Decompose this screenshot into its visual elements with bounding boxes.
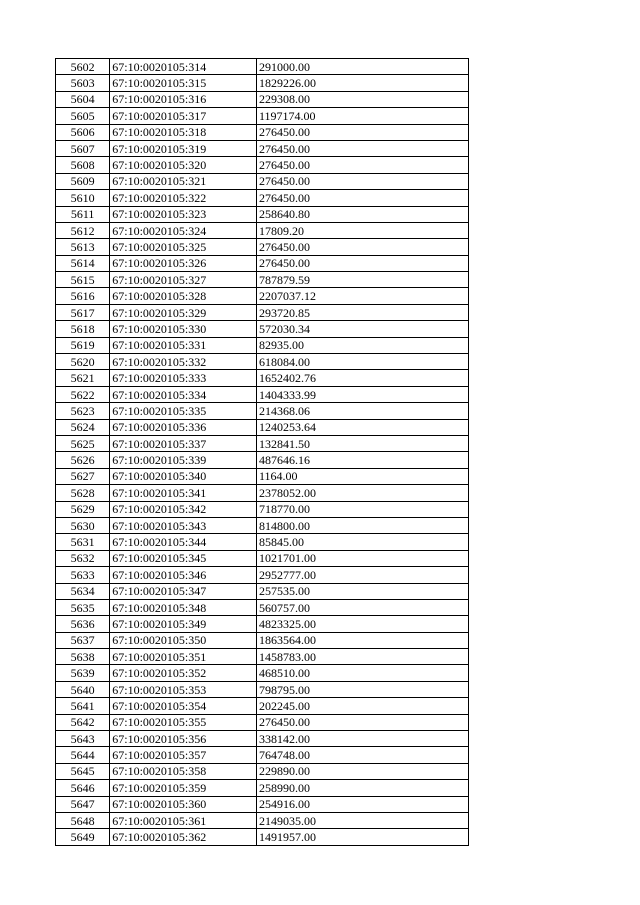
table-row	[56, 517, 469, 533]
table-row	[56, 190, 469, 206]
cadastral-number-cell: 67:10:0020105:355	[110, 714, 257, 730]
table-row	[56, 780, 469, 796]
table-row	[56, 337, 469, 353]
cadastral-value-cell: 214368.06	[256, 403, 468, 419]
row-number-cell: 5616	[56, 288, 110, 304]
cadastral-number-cell: 67:10:0020105:346	[110, 567, 257, 583]
cadastral-number-cell: 67:10:0020105:335	[110, 403, 257, 419]
cadastral-value-cell: 1197174.00	[256, 108, 468, 124]
row-number-cell: 5634	[56, 583, 110, 599]
row-number-cell: 5643	[56, 731, 110, 747]
row-number-cell: 5630	[56, 517, 110, 533]
cadastral-number-cell: 67:10:0020105:332	[110, 354, 257, 370]
row-number-cell: 5617	[56, 304, 110, 320]
table-row	[56, 91, 469, 107]
table-row	[56, 796, 469, 812]
cadastral-value-cell: 4823325.00	[256, 616, 468, 632]
cadastral-value-cell: 787879.59	[256, 272, 468, 288]
cadastral-number-cell: 67:10:0020105:319	[110, 140, 257, 156]
cadastral-value-cell: 229890.00	[256, 763, 468, 779]
table-row	[56, 370, 469, 386]
cadastral-number-cell: 67:10:0020105:322	[110, 190, 257, 206]
cadastral-number-cell: 67:10:0020105:340	[110, 468, 257, 484]
cadastral-number-cell: 67:10:0020105:356	[110, 731, 257, 747]
cadastral-value-cell: 1458783.00	[256, 649, 468, 665]
row-number-cell: 5614	[56, 255, 110, 271]
cadastral-number-cell: 67:10:0020105:320	[110, 157, 257, 173]
row-number-cell: 5603	[56, 75, 110, 91]
table-row	[56, 173, 469, 189]
row-number-cell: 5629	[56, 501, 110, 517]
cadastral-number-cell: 67:10:0020105:324	[110, 222, 257, 238]
row-number-cell: 5624	[56, 419, 110, 435]
cadastral-value-cell: 814800.00	[256, 517, 468, 533]
cadastral-number-cell: 67:10:0020105:337	[110, 435, 257, 451]
row-number-cell: 5611	[56, 206, 110, 222]
row-number-cell: 5621	[56, 370, 110, 386]
cadastral-number-cell: 67:10:0020105:343	[110, 517, 257, 533]
cadastral-value-cell: 2378052.00	[256, 485, 468, 501]
cadastral-value-cell: 1404333.99	[256, 386, 468, 402]
table-row	[56, 468, 469, 484]
cadastral-number-cell: 67:10:0020105:316	[110, 91, 257, 107]
table-row	[56, 419, 469, 435]
cadastral-value-cell: 276450.00	[256, 124, 468, 140]
row-number-cell: 5627	[56, 468, 110, 484]
table-row	[56, 567, 469, 583]
cadastral-value-cell: 468510.00	[256, 665, 468, 681]
cadastral-value-cell: 1491957.00	[256, 829, 468, 845]
cadastral-value-cell: 276450.00	[256, 255, 468, 271]
table-row	[56, 534, 469, 550]
table-row	[56, 157, 469, 173]
row-number-cell: 5610	[56, 190, 110, 206]
cadastral-value-cell: 572030.34	[256, 321, 468, 337]
cadastral-number-cell: 67:10:0020105:358	[110, 763, 257, 779]
cadastral-value-cell: 338142.00	[256, 731, 468, 747]
cadastral-value-cell: 276450.00	[256, 140, 468, 156]
row-number-cell: 5620	[56, 354, 110, 370]
cadastral-number-cell: 67:10:0020105:326	[110, 255, 257, 271]
cadastral-value-cell: 487646.16	[256, 452, 468, 468]
cadastral-value-cell: 276450.00	[256, 157, 468, 173]
row-number-cell: 5622	[56, 386, 110, 402]
cadastral-number-cell: 67:10:0020105:352	[110, 665, 257, 681]
cadastral-value-cell: 276450.00	[256, 239, 468, 255]
table-row	[56, 222, 469, 238]
cadastral-value-cell: 798795.00	[256, 681, 468, 697]
table-body	[56, 59, 469, 846]
cadastral-value-cell: 2952777.00	[256, 567, 468, 583]
table-row	[56, 140, 469, 156]
row-number-cell: 5608	[56, 157, 110, 173]
table-row	[56, 108, 469, 124]
table-row	[56, 599, 469, 615]
table-row	[56, 403, 469, 419]
row-number-cell: 5644	[56, 747, 110, 763]
table-row	[56, 829, 469, 845]
table-row	[56, 59, 469, 75]
cadastral-value-cell: 1829226.00	[256, 75, 468, 91]
cadastral-number-cell: 67:10:0020105:328	[110, 288, 257, 304]
row-number-cell: 5639	[56, 665, 110, 681]
row-number-cell: 5635	[56, 599, 110, 615]
cadastral-number-cell: 67:10:0020105:354	[110, 698, 257, 714]
row-number-cell: 5602	[56, 59, 110, 75]
cadastral-value-cell: 1652402.76	[256, 370, 468, 386]
cadastral-number-cell: 67:10:0020105:362	[110, 829, 257, 845]
cadastral-value-cell: 618084.00	[256, 354, 468, 370]
row-number-cell: 5640	[56, 681, 110, 697]
table-row	[56, 665, 469, 681]
cadastral-value-cell: 258640.80	[256, 206, 468, 222]
table-row	[56, 452, 469, 468]
table-row	[56, 239, 469, 255]
row-number-cell: 5628	[56, 485, 110, 501]
table-row	[56, 812, 469, 828]
cadastral-value-cell: 258990.00	[256, 780, 468, 796]
cadastral-value-cell: 291000.00	[256, 59, 468, 75]
cadastral-number-cell: 67:10:0020105:339	[110, 452, 257, 468]
cadastral-number-cell: 67:10:0020105:333	[110, 370, 257, 386]
row-number-cell: 5647	[56, 796, 110, 812]
cadastral-value-cell: 132841.50	[256, 435, 468, 451]
cadastral-number-cell: 67:10:0020105:329	[110, 304, 257, 320]
cadastral-number-cell: 67:10:0020105:347	[110, 583, 257, 599]
row-number-cell: 5615	[56, 272, 110, 288]
row-number-cell: 5631	[56, 534, 110, 550]
row-number-cell: 5609	[56, 173, 110, 189]
cadastral-value-cell: 718770.00	[256, 501, 468, 517]
cadastral-value-cell: 1240253.64	[256, 419, 468, 435]
cadastral-number-cell: 67:10:0020105:330	[110, 321, 257, 337]
table-row	[56, 206, 469, 222]
table-row	[56, 75, 469, 91]
row-number-cell: 5633	[56, 567, 110, 583]
cadastral-value-cell: 254916.00	[256, 796, 468, 812]
cadastral-value-cell: 276450.00	[256, 173, 468, 189]
cadastral-value-cell: 276450.00	[256, 190, 468, 206]
cadastral-value-cell: 82935.00	[256, 337, 468, 353]
cadastral-number-cell: 67:10:0020105:314	[110, 59, 257, 75]
row-number-cell: 5648	[56, 812, 110, 828]
table-row	[56, 501, 469, 517]
table-row	[56, 550, 469, 566]
row-number-cell: 5612	[56, 222, 110, 238]
cadastral-number-cell: 67:10:0020105:359	[110, 780, 257, 796]
row-number-cell: 5606	[56, 124, 110, 140]
cadastral-value-cell: 764748.00	[256, 747, 468, 763]
cadastral-number-cell: 67:10:0020105:323	[110, 206, 257, 222]
row-number-cell: 5638	[56, 649, 110, 665]
table-row	[56, 321, 469, 337]
table-row	[56, 616, 469, 632]
cadastral-number-cell: 67:10:0020105:344	[110, 534, 257, 550]
cadastral-value-cell: 1164.00	[256, 468, 468, 484]
cadastral-number-cell: 67:10:0020105:341	[110, 485, 257, 501]
table-row	[56, 255, 469, 271]
row-number-cell: 5642	[56, 714, 110, 730]
cadastral-number-cell: 67:10:0020105:357	[110, 747, 257, 763]
row-number-cell: 5641	[56, 698, 110, 714]
row-number-cell: 5607	[56, 140, 110, 156]
cadastral-number-cell: 67:10:0020105:327	[110, 272, 257, 288]
cadastral-number-cell: 67:10:0020105:336	[110, 419, 257, 435]
table-row	[56, 386, 469, 402]
row-number-cell: 5636	[56, 616, 110, 632]
cadastral-number-cell: 67:10:0020105:342	[110, 501, 257, 517]
table-row	[56, 304, 469, 320]
cadastral-number-cell: 67:10:0020105:353	[110, 681, 257, 697]
cadastral-number-cell: 67:10:0020105:325	[110, 239, 257, 255]
table-row	[56, 649, 469, 665]
cadastral-number-cell: 67:10:0020105:361	[110, 812, 257, 828]
row-number-cell: 5605	[56, 108, 110, 124]
row-number-cell: 5645	[56, 763, 110, 779]
table-row	[56, 763, 469, 779]
cadastral-number-cell: 67:10:0020105:349	[110, 616, 257, 632]
table-row	[56, 124, 469, 140]
cadastral-value-table	[55, 58, 469, 846]
row-number-cell: 5646	[56, 780, 110, 796]
cadastral-number-cell: 67:10:0020105:321	[110, 173, 257, 189]
row-number-cell: 5618	[56, 321, 110, 337]
table-row	[56, 747, 469, 763]
table-row	[56, 632, 469, 648]
cadastral-number-cell: 67:10:0020105:351	[110, 649, 257, 665]
row-number-cell: 5626	[56, 452, 110, 468]
cadastral-number-cell: 67:10:0020105:318	[110, 124, 257, 140]
row-number-cell: 5619	[56, 337, 110, 353]
cadastral-number-cell: 67:10:0020105:334	[110, 386, 257, 402]
table-row	[56, 731, 469, 747]
cadastral-value-cell: 17809.20	[256, 222, 468, 238]
cadastral-value-cell: 1863564.00	[256, 632, 468, 648]
row-number-cell: 5623	[56, 403, 110, 419]
cadastral-number-cell: 67:10:0020105:350	[110, 632, 257, 648]
cadastral-value-cell: 202245.00	[256, 698, 468, 714]
row-number-cell: 5637	[56, 632, 110, 648]
table-row	[56, 485, 469, 501]
table-row	[56, 681, 469, 697]
cadastral-value-cell: 229308.00	[256, 91, 468, 107]
cadastral-number-cell: 67:10:0020105:348	[110, 599, 257, 615]
cadastral-value-cell: 1021701.00	[256, 550, 468, 566]
row-number-cell: 5613	[56, 239, 110, 255]
cadastral-value-cell: 560757.00	[256, 599, 468, 615]
cadastral-value-cell: 2207037.12	[256, 288, 468, 304]
cadastral-value-cell: 2149035.00	[256, 812, 468, 828]
cadastral-number-cell: 67:10:0020105:360	[110, 796, 257, 812]
cadastral-value-cell: 276450.00	[256, 714, 468, 730]
cadastral-number-cell: 67:10:0020105:315	[110, 75, 257, 91]
cadastral-number-cell: 67:10:0020105:345	[110, 550, 257, 566]
row-number-cell: 5632	[56, 550, 110, 566]
table-row	[56, 714, 469, 730]
cadastral-value-cell: 293720.85	[256, 304, 468, 320]
table-row	[56, 354, 469, 370]
cadastral-number-cell: 67:10:0020105:317	[110, 108, 257, 124]
table-row	[56, 288, 469, 304]
cadastral-value-cell: 85845.00	[256, 534, 468, 550]
table-row	[56, 435, 469, 451]
row-number-cell: 5604	[56, 91, 110, 107]
row-number-cell: 5649	[56, 829, 110, 845]
cadastral-number-cell: 67:10:0020105:331	[110, 337, 257, 353]
table-row	[56, 272, 469, 288]
cadastral-value-cell: 257535.00	[256, 583, 468, 599]
row-number-cell: 5625	[56, 435, 110, 451]
table-row	[56, 698, 469, 714]
table-row	[56, 583, 469, 599]
